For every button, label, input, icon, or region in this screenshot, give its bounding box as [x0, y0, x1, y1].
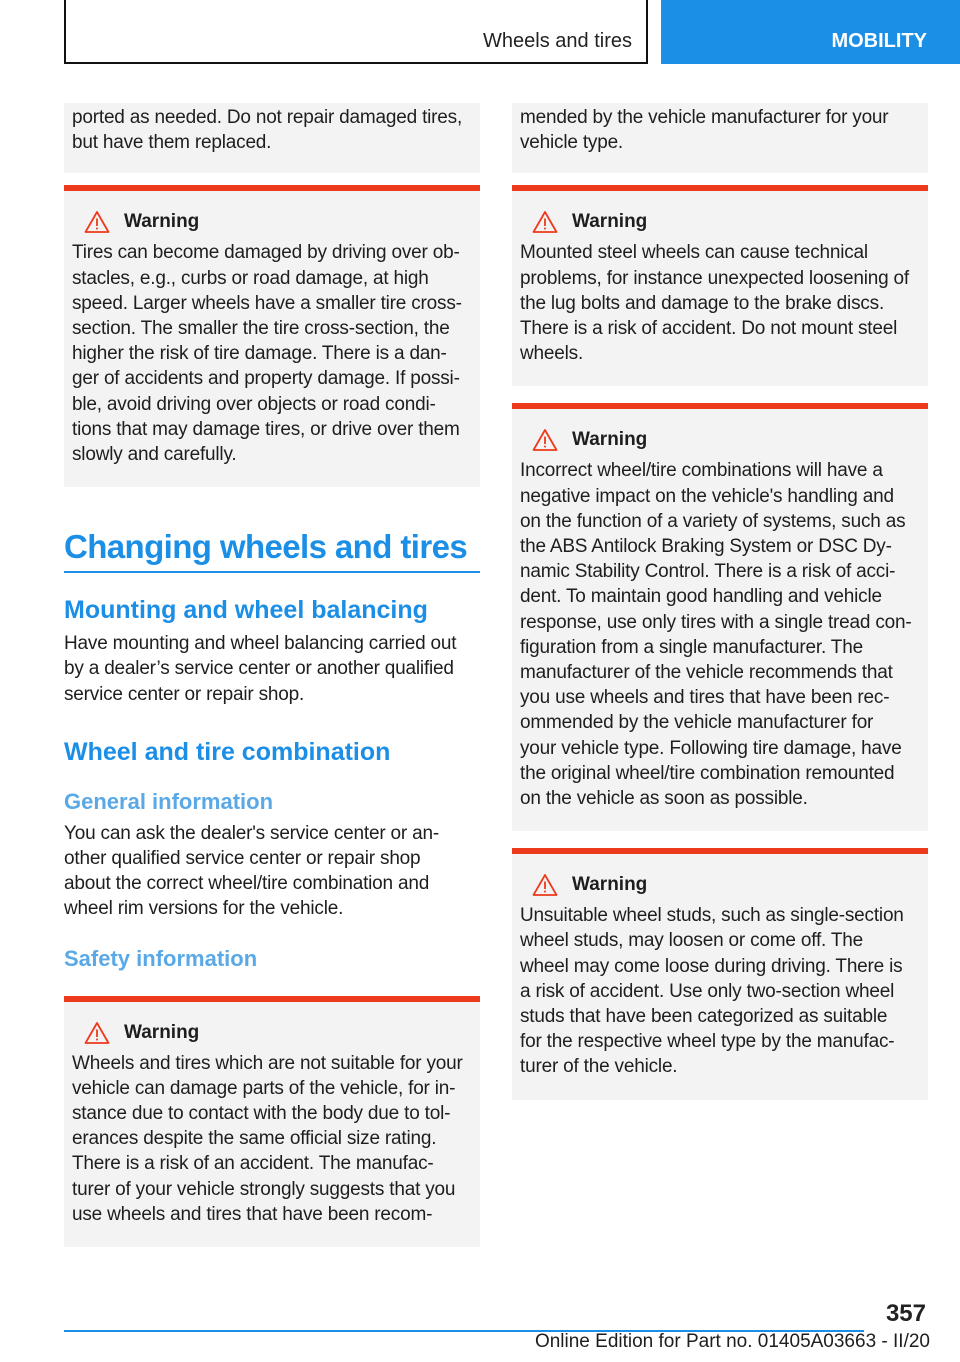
warning-triangle-icon: [532, 873, 558, 897]
text-line: you use wheels and tires that have been rec-: [520, 687, 890, 709]
heading-safety-information: Safety information: [64, 945, 258, 971]
text-line: erances despite the same official size rating.: [72, 1128, 437, 1150]
text-line: namic Stability Control. There is a risk of acci-: [520, 561, 896, 583]
continued-note-text: [520, 105, 920, 155]
text-line: There is a risk of accident. Do not mount steel: [520, 318, 898, 340]
page-number: 357: [885, 1300, 926, 1327]
warning-text: [72, 240, 472, 467]
general-paragraph: [64, 821, 480, 922]
text-line: the original wheel/tire combination remounted: [520, 762, 895, 784]
text-line: turer of the vehicle.: [520, 1056, 678, 1078]
text-line: speed. Larger wheels have a smaller tire cross-: [72, 292, 462, 314]
text-line: studs that have been categorized as suitable: [520, 1006, 888, 1028]
header-section-tab: [64, 0, 648, 64]
text-line: ommended by the vehicle manufacturer for: [520, 712, 874, 734]
text-line: Unsuitable wheel studs, such as single-section: [520, 905, 904, 927]
text-line: use wheels and tires that have been recom-: [72, 1203, 433, 1225]
text-line: stance due to contact with the body due to tol-: [72, 1103, 451, 1125]
warning-box-incorrect-combination: [512, 403, 928, 831]
text-line: ported as needed. Do not repair damaged tires,: [72, 107, 463, 128]
text-line: Mounted steel wheels can cause technical: [520, 242, 868, 264]
warning-title: Warning: [124, 1021, 200, 1043]
warning-box-wheel-studs: [512, 848, 928, 1099]
text-line: on the function of a variety of systems, such as: [520, 510, 906, 532]
text-line: There is a risk of an accident. The manufac-: [72, 1153, 434, 1175]
warning-title: Warning: [572, 874, 648, 896]
continued-note-text: [72, 105, 472, 155]
mounting-paragraph: [64, 631, 480, 707]
text-line: service center or repair shop.: [64, 683, 305, 705]
left-column: [64, 103, 480, 1247]
text-line: but have them replaced.: [72, 132, 272, 154]
text-line: figuration from a single manufacturer. The: [520, 636, 863, 658]
warning-triangle-icon: [532, 428, 558, 452]
text-line: vehicle can damage parts of the vehicle, for in-: [72, 1077, 456, 1099]
warning-box-tire-damage: [64, 185, 480, 487]
text-line: You can ask the dealer's service center or an-: [64, 822, 439, 844]
header-chapter-title: MOBILITY: [831, 30, 927, 52]
warning-title: Warning: [572, 429, 648, 451]
text-line: Tires can become damaged by driving over ob-: [72, 242, 460, 264]
warning-title: Warning: [572, 211, 648, 233]
header-chapter-tab: [661, 0, 960, 64]
text-line: vehicle type.: [520, 132, 624, 154]
text-line: problems, for instance unexpected loosening of: [520, 267, 909, 289]
text-line: Incorrect wheel/tire combinations will have a: [520, 460, 883, 482]
text-line: Wheels and tires which are not suitable for your: [72, 1052, 463, 1074]
warning-box-steel-wheels: [512, 185, 928, 386]
text-line: turer of your vehicle strongly suggests that you: [72, 1178, 456, 1200]
text-line: ger of accidents and property damage. If possi-: [72, 368, 460, 390]
text-line: a risk of accident. Use only two-section wheel: [520, 980, 895, 1002]
text-line: for the respective wheel type by the manufac-: [520, 1031, 895, 1053]
text-line: response, use only tires with a single tread con-: [520, 611, 912, 633]
text-line: higher the risk of tire damage. There is a dan-: [72, 343, 447, 365]
warning-text: [72, 1051, 472, 1227]
text-line: dent. To maintain good handling and vehicle: [520, 586, 882, 608]
text-line: section. The smaller the tire cross-section, the: [72, 318, 450, 340]
text-line: your vehicle type. Following tire damage, have: [520, 737, 902, 759]
right-column: [512, 103, 928, 1100]
text-line: mended by the vehicle manufacturer for your: [520, 107, 889, 128]
text-line: wheel rim versions for the vehicle.: [64, 898, 344, 920]
continued-note-box: [64, 103, 480, 173]
heading-wheel-tire-combination: Wheel and tire combination: [64, 737, 391, 766]
text-line: slowly and carefully.: [72, 444, 237, 466]
heading-general-information: General information: [64, 788, 274, 814]
text-line: by a dealer’s service center or another qualified: [64, 658, 454, 680]
warning-text: [520, 240, 920, 366]
text-line: wheel may come loose during driving. There is: [520, 955, 903, 977]
warning-triangle-icon: [84, 210, 110, 234]
warning-text: [520, 903, 920, 1079]
text-line: wheels.: [520, 343, 584, 365]
text-line: manufacturer of the vehicle recommends that: [520, 662, 893, 684]
continued-note-box: [512, 103, 928, 173]
warning-text: [520, 458, 920, 811]
text-line: the lug bolts and damage to the brake discs.: [520, 292, 885, 314]
heading-changing-wheels: Changing wheels and tires: [64, 525, 480, 573]
text-line: Have mounting and wheel balancing carried out: [64, 633, 457, 655]
text-line: about the correct wheel/tire combination and: [64, 873, 430, 895]
warning-title: Warning: [124, 211, 200, 233]
heading-mounting-balancing: Mounting and wheel balancing: [64, 596, 428, 625]
text-line: on the vehicle as soon as possible.: [520, 788, 808, 810]
warning-box-unsuitable-wheels: [64, 996, 480, 1247]
header-section-title: Wheels and tires: [483, 30, 632, 52]
warning-triangle-icon: [532, 210, 558, 234]
text-line: wheel studs, may loosen or come off. The: [520, 930, 863, 952]
footer-edition-text: Online Edition for Part no. 01405A03663 - II/20: [534, 1331, 930, 1352]
text-line: the ABS Antilock Braking System or DSC Dy-: [520, 536, 892, 558]
warning-triangle-icon: [84, 1021, 110, 1045]
text-line: negative impact on the vehicle's handling and: [520, 485, 894, 507]
text-line: stacles, e.g., curbs or road damage, at high: [72, 267, 429, 289]
text-line: tions that may damage tires, or drive over them: [72, 418, 460, 440]
text-line: other qualified service center or repair shop: [64, 848, 421, 870]
text-line: ble, avoid driving over objects or road condi-: [72, 393, 436, 415]
